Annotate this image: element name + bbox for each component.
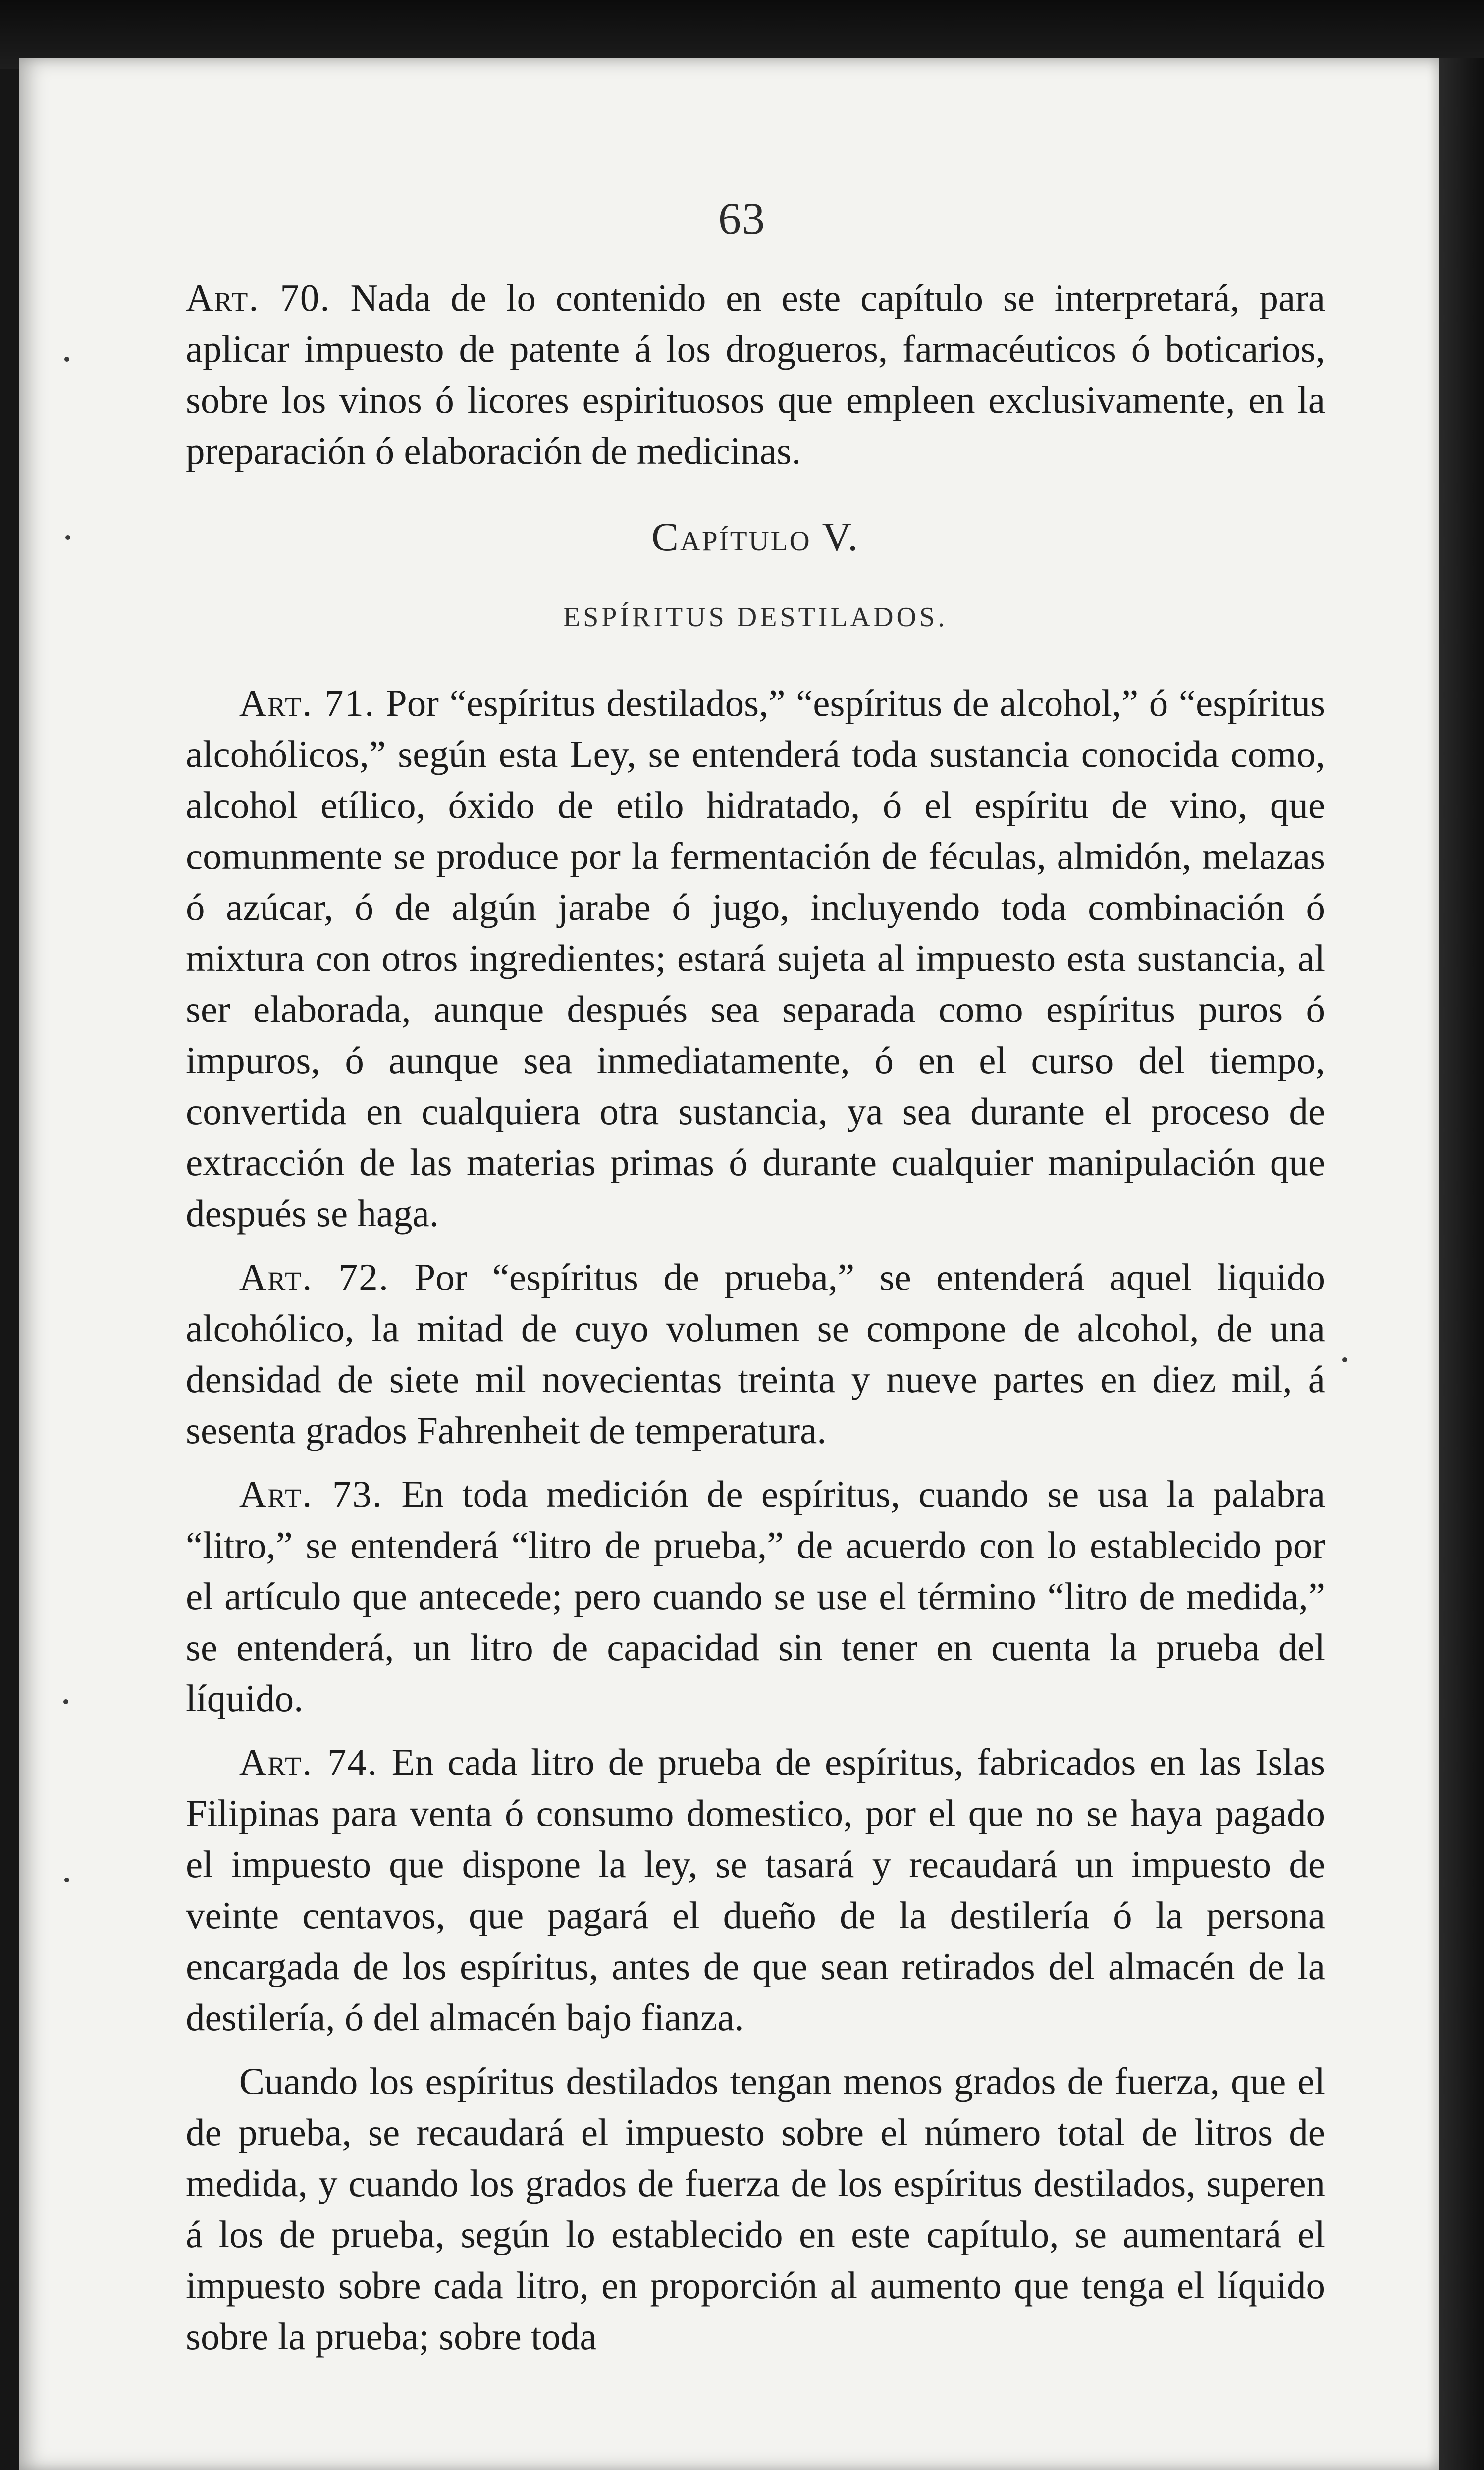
article-text: Nada de lo contenido en este capítulo se interpretará, para aplicar impuesto de patente á los drogueros, farmacéuticos ó boticarios, sobre los vinos ó licores espirituosos que empleen exclusivamente, en la preparación ó elaboración de medicinas.: [186, 276, 1325, 472]
margin-speck: [64, 1878, 69, 1882]
article-label: Art. 71.: [239, 682, 375, 724]
article-label: Art. 73.: [239, 1473, 383, 1515]
chapter-title: Capítulo V.: [651, 514, 859, 559]
article-text: En toda medición de espíritus, cuando se usa la palabra “litro,” se entenderá “litro de prueba,” de acuerdo con lo establecido por el artículo que antecede; pero cuando se use el término “litro de medida,” se entenderá, un litro de capacidad sin tener en cuenta la prueba del líquido.: [186, 1473, 1325, 1719]
chapter-subtitle: ESPÍRITUS DESTILADOS.: [563, 602, 948, 633]
scan-border-right: [1439, 58, 1484, 2470]
article-73: [186, 1469, 1325, 1724]
page-number: 63: [718, 193, 766, 244]
article-label: Art. 74.: [239, 1741, 378, 1783]
article-text: En cada litro de prueba de espíritus, fabricados en las Islas Filipinas para venta ó consumo domestico, por el que no se haya pagado el impuesto que dispone la ley, se tasará y recaudará un impuesto de veinte centavos, que pagará el dueño de la destilería ó la persona encargada de los espíritus, antes de que sean retirados del almacén de la destilería, ó del almacén bajo fianza.: [186, 1741, 1325, 2039]
article-71: [186, 678, 1325, 1239]
margin-speck: [65, 535, 70, 540]
continuation-paragraph: Cuando los espíritus destilados tengan menos grados de fuerza, que el de prueba, se recaudará el impuesto sobre el número total de litros de medida, y cuando los grados de fuerza de los espíritus destilados, superen á los de prueba, según lo establecido en este capítulo, se aumentará el impuesto sobre cada litro, en proporción al aumento que tenga el líquido sobre la prueba; sobre toda: [186, 2060, 1325, 2358]
page-body: [186, 272, 1325, 2375]
article-label: Art. 72.: [239, 1256, 390, 1298]
margin-speck: [63, 1699, 68, 1704]
article-74: [186, 1737, 1325, 2043]
article-label: Art. 70.: [186, 276, 331, 319]
article-text: Por “espíritus de prueba,” se entenderá aquel liquido alcohólico, la mitad de cuyo volumen se compone de alcohol, de una densidad de siete mil novecientas treinta y nueve partes en diez mil, á sesenta grados Fahrenheit de temperatura.: [186, 1256, 1325, 1451]
article-70: [186, 272, 1325, 477]
margin-speck: [1342, 1357, 1347, 1362]
margin-speck: [64, 357, 69, 362]
article-text: Por “espíritus destilados,” “espíritus de alcohol,” ó “espíritus alcohólicos,” según esta Ley, se entenderá toda sustancia conocida como, alcohol etílico, óxido de etilo hidratado, ó el espíritu de vino, que comunmente se produce por la fermentación de féculas, almidón, melazas ó azúcar, ó de algún jarabe ó jugo, incluyendo toda combinación ó mixtura con otros ingredientes; estará sujeta al impuesto esta sustancia, al ser elaborada, aunque después sea separada como espíritus puros ó impuros, ó aunque sea inmediatamente, ó en el curso del tiempo, convertida en cualquiera otra sustancia, ya sea durante el proceso de extracción de las materias primas ó durante cualquier manipulación que después se haga.: [186, 682, 1325, 1235]
article-72: [186, 1252, 1325, 1456]
